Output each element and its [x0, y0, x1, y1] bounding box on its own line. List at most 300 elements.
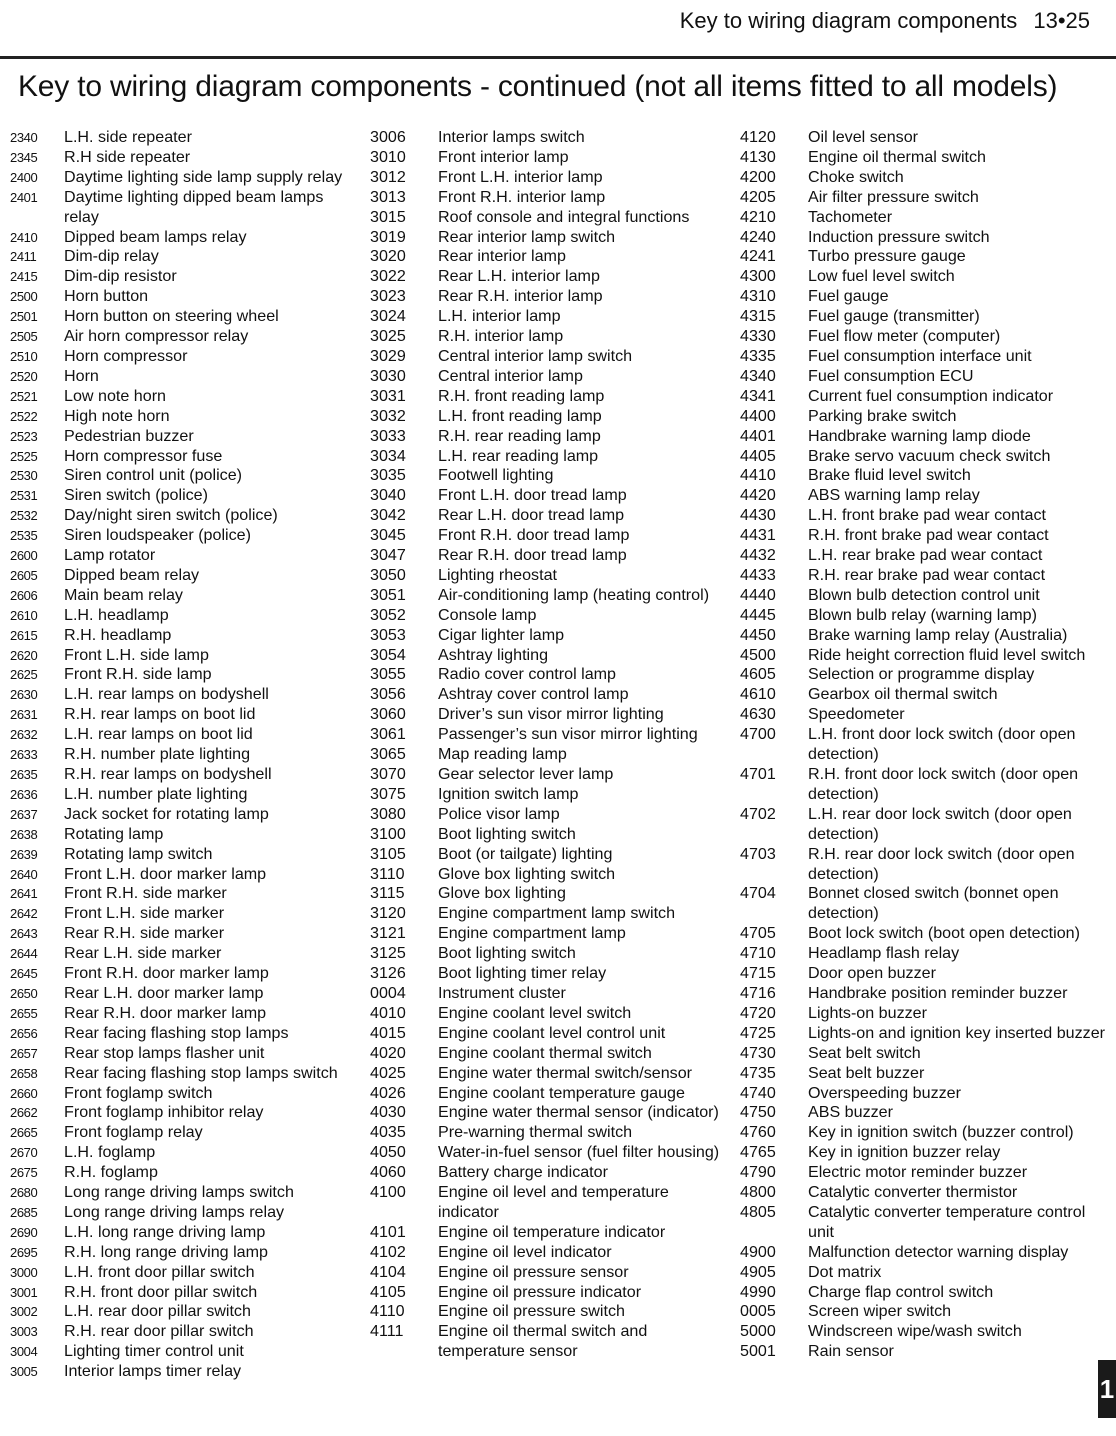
component-description: L.H. front reading lamp: [438, 406, 602, 425]
component-code: 2656: [10, 1025, 38, 1041]
component-description: R.H. headlamp: [64, 625, 172, 644]
column-2: [368, 128, 730, 1362]
component-description: Water-in-fuel sensor (fuel filter housing): [438, 1143, 720, 1162]
component-code: 2605: [10, 567, 38, 583]
component-description: L.H. foglamp: [64, 1143, 156, 1162]
running-title: Key to wiring diagram components: [679, 8, 1018, 33]
component-description: Bonnet closed switch (bonnet open detection): [808, 884, 1059, 923]
component-code: 4720: [740, 1003, 776, 1022]
component-code: 3052: [370, 605, 406, 624]
component-code: 4110: [370, 1302, 405, 1321]
component-description: Rotating lamp: [64, 824, 164, 843]
component-code: 4026: [370, 1083, 406, 1102]
component-code: 3110: [370, 864, 405, 883]
component-description: Engine compartment lamp: [438, 924, 626, 943]
component-code: 4705: [740, 924, 776, 943]
component-description: Battery charge indicator: [438, 1163, 608, 1182]
component-entry: [368, 1024, 730, 1044]
component-code: 3033: [370, 426, 406, 445]
column-1: [10, 128, 360, 1382]
component-description: Front foglamp relay: [64, 1123, 203, 1142]
component-entry: [740, 1143, 1112, 1163]
component-entry: [10, 327, 360, 347]
component-entry: [740, 845, 1112, 885]
component-entry: [368, 1044, 730, 1064]
component-code: 4630: [740, 705, 776, 724]
component-entry: [368, 307, 730, 327]
component-code: 3031: [370, 386, 406, 405]
component-description: Handbrake warning lamp diode: [808, 426, 1031, 445]
component-entry: [10, 466, 360, 486]
component-description: Map reading lamp: [438, 745, 567, 764]
component-description: L.H. front door lock switch (door open detection): [808, 725, 1076, 764]
component-code: 2620: [10, 647, 38, 663]
component-entry: [740, 765, 1112, 805]
component-code: 3002: [10, 1304, 38, 1320]
component-code: 2644: [10, 946, 38, 962]
component-description: Catalytic converter thermistor: [808, 1183, 1018, 1202]
component-entry: [10, 367, 360, 387]
component-description: Boot lock switch (boot open detection): [808, 924, 1080, 943]
component-code: 2657: [10, 1045, 38, 1061]
component-description: Boot (or tailgate) lighting: [438, 844, 613, 863]
component-description: Dipped beam relay: [64, 565, 200, 584]
component-entry: [368, 1243, 730, 1263]
component-entry: [740, 1243, 1112, 1263]
component-entry: [368, 486, 730, 506]
component-entry: [740, 1183, 1112, 1203]
component-code: 4605: [740, 665, 776, 684]
component-entry: [740, 1283, 1112, 1303]
component-description: Blown bulb relay (warning lamp): [808, 605, 1037, 624]
component-entry: [368, 586, 730, 606]
component-code: 3019: [370, 227, 406, 246]
component-entry: [10, 765, 360, 785]
component-description: Daytime lighting dipped beam lamps relay: [64, 187, 324, 226]
component-description: Long range driving lamps switch: [64, 1183, 294, 1202]
component-description: Turbo pressure gauge: [808, 247, 966, 266]
component-code: 4716: [740, 983, 776, 1002]
component-description: Windscreen wipe/wash switch: [808, 1322, 1022, 1341]
component-code: 4105: [370, 1282, 406, 1301]
component-entry: [740, 705, 1112, 725]
component-entry: [10, 228, 360, 248]
component-description: Rear R.H. interior lamp: [438, 287, 603, 306]
component-entry: [10, 447, 360, 467]
component-description: Rear L.H. interior lamp: [438, 267, 600, 286]
component-description: Console lamp: [438, 605, 537, 624]
component-code: 3061: [370, 725, 406, 744]
component-entry: [368, 148, 730, 168]
component-description: Front foglamp inhibitor relay: [64, 1103, 264, 1122]
component-description: Front interior lamp: [438, 147, 569, 166]
component-entry: [368, 1263, 730, 1283]
component-code: 4700: [740, 725, 776, 744]
component-code: 4701: [740, 765, 776, 783]
component-code: 4900: [740, 1242, 776, 1261]
component-code: 4035: [370, 1123, 406, 1142]
component-code: 2625: [10, 667, 38, 683]
component-code: 4445: [740, 605, 776, 624]
component-entry: [368, 705, 730, 725]
component-description: Rear L.H. side marker: [64, 944, 222, 963]
component-entry: [10, 1024, 360, 1044]
component-entry: [740, 944, 1112, 964]
component-description: Lights-on and ignition key inserted buzzer: [808, 1023, 1106, 1042]
component-code: 4702: [740, 804, 776, 823]
component-description: Boot lighting timer relay: [438, 964, 607, 983]
component-code: 4431: [740, 526, 776, 545]
component-code: 2675: [10, 1165, 38, 1181]
component-description: Interior lamps timer relay: [64, 1362, 242, 1381]
component-code: 4300: [740, 267, 776, 286]
component-description: Lights-on buzzer: [808, 1003, 927, 1022]
component-entry: [740, 884, 1112, 924]
component-description: Overspeeding buzzer: [808, 1083, 961, 1102]
component-entry: [10, 1044, 360, 1064]
component-description: Rear facing flashing stop lamps: [64, 1023, 289, 1042]
component-code: 5001: [740, 1342, 776, 1361]
component-code: 2401: [10, 189, 38, 205]
component-entry: [740, 466, 1112, 486]
component-description: Malfunction detector warning display: [808, 1242, 1069, 1261]
component-code: 4740: [740, 1083, 776, 1102]
component-code: 0004: [370, 983, 406, 1002]
component-entry: [368, 1143, 730, 1163]
component-description: Air-conditioning lamp (heating control): [438, 585, 710, 604]
component-entry: [10, 347, 360, 367]
component-description: Dim-dip resistor: [64, 267, 177, 286]
component-code: 4805: [740, 1202, 776, 1221]
component-description: Glove box lighting: [438, 884, 566, 903]
section-tab-marker: 1: [1098, 1360, 1116, 1418]
component-code: 4111: [370, 1322, 404, 1341]
component-description: Glove box lighting switch: [438, 864, 616, 883]
component-code: 4703: [740, 844, 776, 863]
component-description: Engine oil level and temperature indicator: [438, 1183, 669, 1221]
component-description: Speedometer: [808, 705, 905, 724]
component-entry: [740, 387, 1112, 407]
component-description: Front L.H. side lamp: [64, 645, 209, 664]
component-entry: [10, 984, 360, 1004]
component-entry: [10, 1322, 360, 1342]
component-code: 4420: [740, 486, 776, 505]
component-entry: [740, 407, 1112, 427]
component-entry: [10, 1263, 360, 1283]
component-entry: [368, 805, 730, 825]
component-code: 3013: [370, 187, 406, 206]
component-description: ABS warning lamp relay: [808, 486, 980, 505]
component-code: 4130: [740, 147, 776, 166]
component-entry: [740, 606, 1112, 626]
component-entry: [10, 307, 360, 327]
component-entry: [368, 606, 730, 626]
component-code: 4335: [740, 346, 776, 365]
component-description: Engine oil temperature indicator: [438, 1222, 666, 1241]
component-code: 3080: [370, 804, 406, 823]
component-entry: [740, 1004, 1112, 1024]
component-description: R.H. number plate lighting: [64, 745, 251, 764]
component-code: 4725: [740, 1023, 776, 1042]
component-description: Engine coolant temperature gauge: [438, 1083, 685, 1102]
component-entry: [10, 1064, 360, 1084]
component-code: 2523: [10, 428, 38, 444]
component-entry: [10, 1084, 360, 1104]
component-description: Lighting rheostat: [438, 565, 557, 584]
component-code: 2680: [10, 1185, 38, 1201]
component-description: Rear L.H. door marker lamp: [64, 983, 264, 1002]
component-entry: [368, 745, 730, 765]
component-code: 4241: [740, 247, 776, 266]
component-entry: [368, 626, 730, 646]
component-code: 4750: [740, 1103, 776, 1122]
component-description: Door open buzzer: [808, 964, 936, 983]
component-entry: [368, 546, 730, 566]
component-entry: [740, 168, 1112, 188]
component-description: R.H. rear door pillar switch: [64, 1322, 254, 1341]
component-code: 2641: [10, 886, 38, 902]
component-description: L.H. front door pillar switch: [64, 1262, 255, 1281]
component-entry: [740, 1103, 1112, 1123]
component-entry: [740, 646, 1112, 666]
component-description: Rear stop lamps flasher unit: [64, 1043, 265, 1062]
component-entry: [368, 427, 730, 447]
page-title: Key to wiring diagram components - continued (not all items fitted to all models): [18, 70, 1058, 103]
component-code: 3020: [370, 247, 406, 266]
component-code: 2410: [10, 229, 38, 245]
component-description: Front R.H. door marker lamp: [64, 964, 269, 983]
component-code: 4120: [740, 128, 776, 146]
component-entry: [10, 407, 360, 427]
component-description: Low note horn: [64, 386, 167, 405]
component-code: 4205: [740, 187, 776, 206]
component-code: 2530: [10, 468, 38, 484]
component-description: Lamp rotator: [64, 546, 156, 565]
component-description: Horn button: [64, 287, 149, 306]
component-description: L.H. rear door pillar switch: [64, 1302, 251, 1321]
component-code: 3065: [370, 745, 406, 764]
component-description: Electric motor reminder buzzer: [808, 1163, 1028, 1182]
component-entry: [740, 1123, 1112, 1143]
component-description: Day/night siren switch (police): [64, 506, 278, 525]
component-code: 2531: [10, 488, 38, 504]
component-code: 2643: [10, 926, 38, 942]
component-entry: [740, 964, 1112, 984]
component-description: Front L.H. door tread lamp: [438, 486, 627, 505]
component-entry: [368, 526, 730, 546]
component-entry: [740, 208, 1112, 228]
component-description: Ashtray cover control lamp: [438, 685, 629, 704]
component-code: 2639: [10, 846, 38, 862]
component-entry: [368, 1103, 730, 1123]
component-code: 2650: [10, 985, 38, 1001]
component-entry: [10, 1223, 360, 1243]
component-entry: [368, 1183, 730, 1223]
component-entry: [10, 805, 360, 825]
component-code: 4432: [740, 546, 776, 565]
component-code: 4010: [370, 1003, 406, 1022]
component-entry: [740, 128, 1112, 148]
component-code: 2520: [10, 368, 38, 384]
component-code: 4210: [740, 207, 776, 226]
component-code: 2500: [10, 289, 38, 305]
component-description: Front R.H. door tread lamp: [438, 526, 630, 545]
component-entry: [740, 1263, 1112, 1283]
component-entry: [10, 287, 360, 307]
component-code: 3004: [10, 1344, 38, 1360]
component-description: Engine oil pressure indicator: [438, 1282, 642, 1301]
component-entry: [740, 228, 1112, 248]
component-code: 4735: [740, 1063, 776, 1082]
component-description: Brake servo vacuum check switch: [808, 446, 1051, 465]
component-entry: [368, 1064, 730, 1084]
component-description: Seat belt switch: [808, 1043, 921, 1062]
component-entry: [740, 1203, 1112, 1243]
component-code: 4800: [740, 1183, 776, 1202]
component-code: 4104: [370, 1262, 406, 1281]
component-entry: [368, 924, 730, 944]
component-entry: [368, 825, 730, 845]
component-entry: [10, 486, 360, 506]
component-entry: [368, 347, 730, 367]
component-entry: [368, 188, 730, 208]
component-code: 4715: [740, 964, 776, 983]
component-entry: [368, 208, 730, 228]
component-description: Rear facing flashing stop lamps switch: [64, 1063, 338, 1082]
component-description: R.H. front reading lamp: [438, 386, 605, 405]
component-description: R.H. front door lock switch (door open detection): [808, 765, 1079, 803]
component-entry: [10, 267, 360, 287]
component-entry: [740, 307, 1112, 327]
component-code: 4760: [740, 1123, 776, 1142]
component-entry: [368, 1004, 730, 1024]
component-description: Engine coolant level control unit: [438, 1023, 666, 1042]
component-code: 4765: [740, 1143, 776, 1162]
column-3: [740, 128, 1112, 1362]
component-entry: [740, 447, 1112, 467]
component-entry: [368, 865, 730, 885]
component-description: Fuel gauge (transmitter): [808, 307, 980, 326]
component-entry: [740, 1084, 1112, 1104]
component-entry: [10, 705, 360, 725]
component-entry: [368, 1163, 730, 1183]
component-entry: [10, 1203, 360, 1223]
component-description: Front L.H. side marker: [64, 904, 225, 923]
component-entry: [10, 904, 360, 924]
component-entry: [10, 586, 360, 606]
component-description: Ignition switch lamp: [438, 784, 579, 803]
component-description: Engine water thermal sensor (indicator): [438, 1103, 719, 1122]
component-description: Ashtray lighting: [438, 645, 549, 664]
component-code: 3125: [370, 944, 406, 963]
component-entry: [10, 1342, 360, 1362]
component-description: Selection or programme display: [808, 665, 1035, 684]
component-code: 2655: [10, 1005, 38, 1021]
component-code: 2606: [10, 587, 38, 603]
component-entry: [368, 566, 730, 586]
component-code: 3121: [370, 924, 406, 943]
component-entry: [368, 1223, 730, 1243]
component-entry: [740, 1044, 1112, 1064]
component-code: 3029: [370, 346, 406, 365]
component-entry: [740, 725, 1112, 765]
component-entry: [740, 1024, 1112, 1044]
component-entry: [10, 725, 360, 745]
component-code: 2690: [10, 1224, 38, 1240]
component-description: Front R.H. interior lamp: [438, 187, 606, 206]
component-code: 3053: [370, 625, 406, 644]
component-description: Long range driving lamps relay: [64, 1202, 285, 1221]
component-entry: [368, 944, 730, 964]
component-entry: [368, 1123, 730, 1143]
component-code: 2525: [10, 448, 38, 464]
component-code: 2345: [10, 149, 38, 165]
component-entry: [10, 526, 360, 546]
component-description: Pedestrian buzzer: [64, 426, 194, 445]
component-code: 4200: [740, 167, 776, 186]
component-code: 2535: [10, 528, 38, 544]
component-code: 3015: [370, 207, 406, 226]
component-description: Blown bulb detection control unit: [808, 585, 1040, 604]
component-description: R.H side repeater: [64, 147, 191, 166]
component-description: Driver’s sun visor mirror lighting: [438, 705, 664, 724]
component-description: Fuel consumption ECU: [808, 366, 974, 385]
component-entry: [10, 845, 360, 865]
component-description: R.H. front brake pad wear contact: [808, 526, 1049, 545]
component-description: Gearbox oil thermal switch: [808, 685, 998, 704]
component-code: 4450: [740, 625, 776, 644]
component-code: 2635: [10, 767, 38, 782]
component-entry: [10, 546, 360, 566]
component-code: 3126: [370, 964, 406, 983]
component-description: Rear interior lamp: [438, 247, 566, 266]
component-description: Instrument cluster: [438, 983, 566, 1002]
component-entry: [10, 944, 360, 964]
component-description: Footwell lighting: [438, 466, 554, 485]
component-code: 2632: [10, 727, 38, 743]
component-description: ABS buzzer: [808, 1103, 893, 1122]
component-code: 2411: [10, 249, 37, 265]
component-description: Engine compartment lamp switch: [438, 904, 676, 923]
component-entry: [740, 1342, 1112, 1362]
component-code: 4990: [740, 1282, 776, 1301]
component-entry: [10, 128, 360, 148]
component-code: 4610: [740, 685, 776, 704]
component-entry: [740, 486, 1112, 506]
component-code: 3115: [370, 884, 405, 903]
component-description: Engine oil thermal switch: [808, 147, 987, 166]
component-entry: [740, 526, 1112, 546]
component-description: L.H. headlamp: [64, 605, 169, 624]
component-code: 4400: [740, 406, 776, 425]
component-entry: [368, 984, 730, 1004]
component-code: 4500: [740, 645, 776, 664]
component-code: 4240: [740, 227, 776, 246]
component-entry: [10, 606, 360, 626]
component-entry: [10, 884, 360, 904]
component-code: 4330: [740, 327, 776, 346]
component-entry: [740, 506, 1112, 526]
component-code: 4025: [370, 1063, 406, 1082]
component-description: Cigar lighter lamp: [438, 625, 565, 644]
component-description: Jack socket for rotating lamp: [64, 804, 269, 823]
component-entry: [368, 765, 730, 785]
component-description: Boot lighting switch: [438, 824, 576, 843]
component-code: 4101: [370, 1222, 406, 1241]
component-entry: [368, 785, 730, 805]
component-description: Low fuel level switch: [808, 267, 955, 286]
running-head: [680, 8, 1090, 34]
